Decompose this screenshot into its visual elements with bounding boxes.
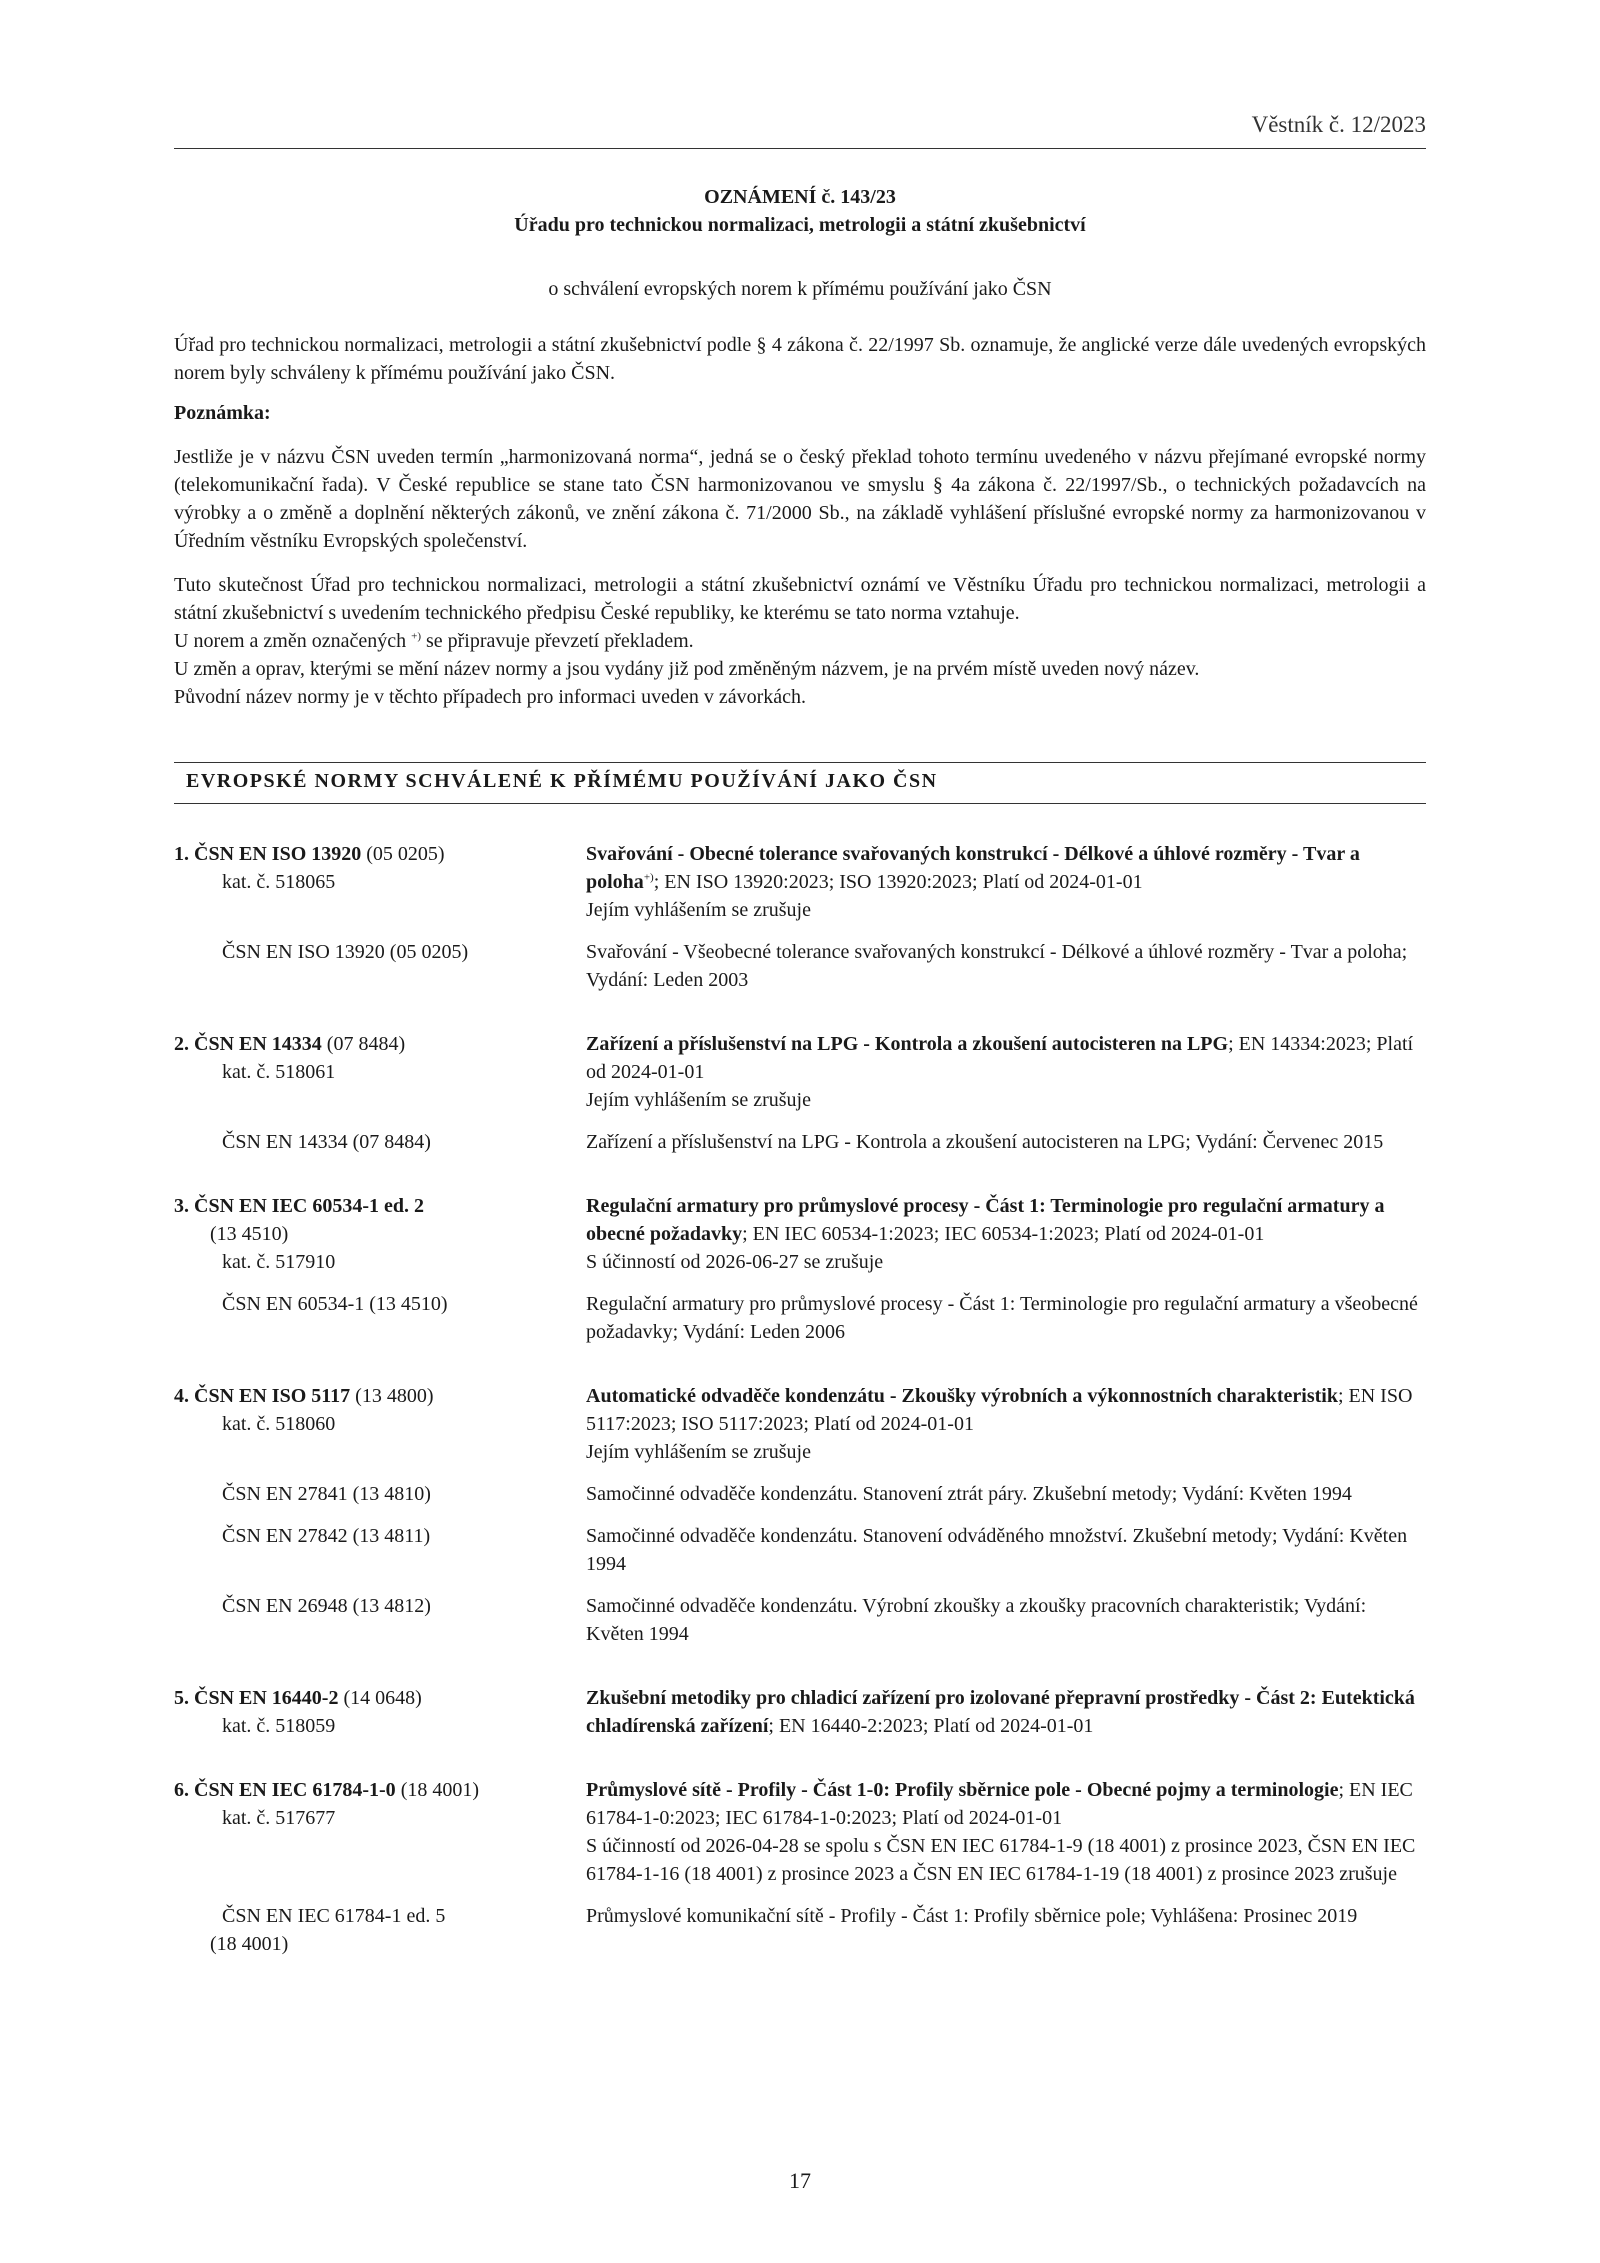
withdrawal-note: S účinností od 2026-04-28 se spolu s ČSN EN IEC 61784-1-9 (18 4001) z prosince 2023, ČSN EN IEC 61784-1-16 (18 4001) z prosince 2023 a ČSN EN IEC 61784-1-19 (18 4001) z prosince 2023 zrušuje xyxy=(586,1835,1416,1885)
standard-class: (05 0205) xyxy=(361,843,445,865)
standard-title-bold: Svařování - Obecné tolerance svařovaných konstrukcí - Délkové a úhlové rozměry - Tvar a poloha xyxy=(586,843,1360,893)
standard-title-bold: Automatické odvaděče kondenzátu - Zkoušky výrobních a výkonnostních charakteristik xyxy=(586,1385,1338,1407)
entry-main-row xyxy=(174,840,1426,924)
replaced-standard-class: (18 4001) xyxy=(210,1933,289,1955)
entry-standard-col xyxy=(174,1776,586,1888)
replaced-standard-col xyxy=(174,938,586,994)
standard-class: (14 0648) xyxy=(338,1687,422,1709)
standard-class-line: (13 4510) xyxy=(210,1223,289,1245)
replaced-standard-code: ČSN EN IEC 61784-1 ed. 5 xyxy=(222,1905,446,1927)
replaced-standard-desc: Samočinné odvaděče kondenzátu. Stanovení ztrát páry. Zkušební metody; Vydání: Květen 1994 xyxy=(586,1483,1352,1505)
entry-title-col xyxy=(586,1684,1426,1740)
replaced-standard-desc: Samočinné odvaděče kondenzátu. Výrobní zkoušky a zkoušky pracovních charakteristik; Vydání: Květen 1994 xyxy=(586,1595,1367,1645)
entry-standard-col xyxy=(174,1684,586,1740)
journal-issue: Věstník č. 12/2023 xyxy=(1251,112,1426,137)
announcement-title-block xyxy=(174,183,1426,303)
replaced-standard-code: ČSN EN 26948 (13 4812) xyxy=(222,1595,431,1617)
standard-line xyxy=(174,1382,586,1410)
entry-number: 1. xyxy=(174,843,194,865)
entry-main-row xyxy=(174,1382,1426,1466)
note-label: Poznámka: xyxy=(174,402,271,424)
standard-title xyxy=(586,1684,1426,1740)
standard-entry xyxy=(174,1776,1426,1958)
entry-title-col xyxy=(586,1776,1426,1888)
standard-line xyxy=(174,840,586,868)
replaced-standard-col xyxy=(174,1480,586,1508)
catalog-number: kat. č. 518065 xyxy=(222,871,336,893)
withdrawal-note: S účinností od 2026-06-27 se zrušuje xyxy=(586,1251,884,1273)
replaced-standard-code: ČSN EN 27842 (13 4811) xyxy=(222,1525,431,1547)
publication-text: Tuto skutečnost Úřad pro technickou normalizaci, metrologii a státní zkušebnictví oznámí ve Věstníku Úřadu pro technickou normalizaci, metrologii a státní zkušebnictví s uvedením technického předpisu České republiky, ke kterému se tato norma vztahuje. xyxy=(174,574,1426,624)
section-heading-text: EVROPSKÉ NORMY SCHVÁLENÉ K PŘÍMÉMU POUŽÍVÁNÍ JAKO ČSN xyxy=(186,770,938,792)
standard-refs: ; EN IEC 60534-1:2023; IEC 60534-1:2023; Platí od 2024-01-01 xyxy=(742,1223,1265,1245)
standard-entry xyxy=(174,840,1426,994)
standard-title-bold: Regulační armatury pro průmyslové procesy - Část 1: Terminologie pro regulační armatury a obecné požadavky xyxy=(586,1195,1385,1245)
entry-standard-col xyxy=(174,840,586,924)
catalog-number: kat. č. 518060 xyxy=(222,1413,336,1435)
replaced-standard-code: ČSN EN ISO 13920 (05 0205) xyxy=(222,941,469,963)
entry-number: 2. xyxy=(174,1033,194,1055)
withdrawal-note: Jejím vyhlášením se zrušuje xyxy=(586,1089,811,1111)
replaced-standard-row xyxy=(174,1128,1426,1156)
standard-refs: ; EN 16440-2:2023; Platí od 2024-01-01 xyxy=(768,1715,1094,1737)
withdrawal-note: Jejím vyhlášením se zrušuje xyxy=(586,899,811,921)
entry-main-row xyxy=(174,1192,1426,1276)
replaced-standard-col xyxy=(174,1902,586,1958)
catalog-number: kat. č. 518061 xyxy=(222,1061,336,1083)
standard-code: ČSN EN 16440-2 xyxy=(194,1687,339,1709)
standard-class: (18 4001) xyxy=(395,1779,480,1801)
replaced-standard-col xyxy=(174,1522,586,1578)
standard-title xyxy=(586,840,1426,896)
standard-code: ČSN EN ISO 5117 xyxy=(194,1385,351,1407)
entry-title-col xyxy=(586,1192,1426,1276)
replaced-standard-code: ČSN EN 27841 (13 4810) xyxy=(222,1483,431,1505)
standard-title-bold: Průmyslové sítě - Profily - Část 1-0: Profily sběrnice pole - Obecné pojmy a terminologie xyxy=(586,1779,1339,1801)
standard-entry xyxy=(174,1030,1426,1156)
replaced-standard-col xyxy=(174,1128,586,1156)
catalog-number: kat. č. 517910 xyxy=(222,1251,336,1273)
announcement-number: OZNÁMENÍ č. 143/23 xyxy=(704,186,896,208)
standard-title xyxy=(586,1776,1426,1832)
entry-number: 4. xyxy=(174,1385,194,1407)
standard-line xyxy=(174,1684,586,1712)
replaced-standard-desc: Regulační armatury pro průmyslové procesy - Část 1: Terminologie pro regulační armatury a všeobecné požadavky; Vydání: Leden 2006 xyxy=(586,1293,1418,1343)
standards-list xyxy=(174,840,1426,1958)
entry-standard-col xyxy=(174,1192,586,1276)
entry-main-row xyxy=(174,1684,1426,1740)
entry-title-col xyxy=(586,1030,1426,1114)
replaced-standard-row xyxy=(174,1592,1426,1648)
replaced-standard-row xyxy=(174,1290,1426,1346)
standard-refs: ; EN ISO 13920:2023; ISO 13920:2023; Platí od 2024-01-01 xyxy=(653,871,1143,893)
issuing-office: Úřadu pro technickou normalizaci, metrologii a státní zkušebnictví xyxy=(514,214,1086,236)
catalog-number: kat. č. 517677 xyxy=(222,1807,336,1829)
standard-title xyxy=(586,1192,1426,1248)
publication-paragraph xyxy=(174,571,1426,711)
entry-number: 5. xyxy=(174,1687,194,1709)
section-heading xyxy=(174,762,1426,804)
translation-mark: +) xyxy=(643,871,654,884)
entry-number: 3. xyxy=(174,1195,194,1217)
translation-note-pre: U norem a změn označených xyxy=(174,630,412,652)
entry-main-row xyxy=(174,1776,1426,1888)
replaced-standard-desc: Svařování - Všeobecné tolerance svařovaných konstrukcí - Délkové a úhlové rozměry - Tvar a poloha; Vydání: Leden 2003 xyxy=(586,941,1408,991)
replaced-standard-desc: Zařízení a příslušenství na LPG - Kontrola a zkoušení autocisteren na LPG; Vydání: Červenec 2015 xyxy=(586,1131,1384,1153)
standard-title-bold: Zkušební metodiky pro chladicí zařízení pro izolované přepravní prostředky - Část 2: Eutektická chladírenská zařízení xyxy=(586,1687,1415,1737)
replaced-standard-row xyxy=(174,1480,1426,1508)
standard-refs: ; EN ISO 5117:2023; ISO 5117:2023; Platí od 2024-01-01 xyxy=(586,1385,1413,1435)
introduction xyxy=(174,331,1426,711)
standard-class: (13 4800) xyxy=(350,1385,434,1407)
standard-entry xyxy=(174,1382,1426,1648)
replaced-standard-code: ČSN EN 14334 (07 8484) xyxy=(222,1131,431,1153)
intro-paragraph: Úřad pro technickou normalizaci, metrologii a státní zkušebnictví podle § 4 zákona č. 22/1997 Sb. oznamuje, že anglické verze dále uvedených evropských norem byly schváleny k přímému používání jako ČSN. xyxy=(174,334,1426,384)
standard-line xyxy=(174,1776,586,1804)
standard-line xyxy=(174,1192,586,1220)
entry-main-row xyxy=(174,1030,1426,1114)
standard-entry xyxy=(174,1684,1426,1740)
replaced-standard-row xyxy=(174,1902,1426,1958)
standard-refs: ; EN 14334:2023; Platí od 2024-01-01 xyxy=(586,1033,1414,1083)
standard-refs: ; EN IEC 61784-1-0:2023; IEC 61784-1-0:2023; Platí od 2024-01-01 xyxy=(586,1779,1413,1829)
standard-code: ČSN EN IEC 61784-1-0 xyxy=(194,1779,396,1801)
rename-note: U změn a oprav, kterými se mění název normy a jsou vydány již pod změněným názvem, je na prvém místě uveden nový název. xyxy=(174,658,1200,680)
entry-title-col xyxy=(586,840,1426,924)
translation-note-post: se připravuje převzetí překladem. xyxy=(420,630,694,652)
announcement-subject: o schválení evropských norem k přímému používání jako ČSN xyxy=(548,278,1052,300)
entry-number: 6. xyxy=(174,1779,194,1801)
replaced-standard-row xyxy=(174,1522,1426,1578)
catalog-number: kat. č. 518059 xyxy=(222,1715,336,1737)
replaced-standard-code: ČSN EN 60534-1 (13 4510) xyxy=(222,1293,448,1315)
page-number: 17 xyxy=(789,2168,811,2193)
entry-title-col xyxy=(586,1382,1426,1466)
standard-class: (07 8484) xyxy=(321,1033,406,1055)
standard-title xyxy=(586,1030,1426,1086)
standard-line xyxy=(174,1030,586,1058)
replaced-standard-row xyxy=(174,938,1426,994)
original-name-note: Původní název normy je v těchto případech pro informaci uveden v závorkách. xyxy=(174,686,807,708)
replaced-standard-desc: Samočinné odvaděče kondenzátu. Stanovení odváděného množství. Zkušební metody; Vydání: Květen 1994 xyxy=(586,1525,1408,1575)
replaced-standard-col xyxy=(174,1592,586,1648)
standard-code: ČSN EN ISO 13920 xyxy=(194,843,362,865)
withdrawal-note: Jejím vyhlášením se zrušuje xyxy=(586,1441,811,1463)
replaced-standard-desc: Průmyslové komunikační sítě - Profily - Část 1: Profily sběrnice pole; Vyhlášena: Prosinec 2019 xyxy=(586,1905,1358,1927)
page-header xyxy=(174,112,1426,149)
translation-mark: +) xyxy=(411,630,421,643)
standard-title xyxy=(586,1382,1426,1438)
standard-code: ČSN EN 14334 xyxy=(194,1033,322,1055)
entry-standard-col xyxy=(174,1382,586,1466)
standard-code: ČSN EN IEC 60534-1 ed. 2 xyxy=(194,1195,425,1217)
standard-entry xyxy=(174,1192,1426,1346)
note-paragraph: Jestliže je v názvu ČSN uveden termín „harmonizovaná norma“, jedná se o český překlad tohoto termínu uvedeného v názvu přejímané evropské normy (telekomunikační řada). V České republice se stane tato ČSN harmonizovanou ve smyslu § 4a zákona č. 22/1997/Sb., o technických požadavcích na výrobky a o změně a doplnění některých zákonů, ve znění zákona č. 71/2000 Sb., na základě vyhlášení příslušné evropské normy za harmonizovanou v Úředním věstníku Evropských společenství. xyxy=(174,446,1426,552)
replaced-standard-col xyxy=(174,1290,586,1346)
entry-standard-col xyxy=(174,1030,586,1114)
standard-title-bold: Zařízení a příslušenství na LPG - Kontrola a zkoušení autocisteren na LPG xyxy=(586,1033,1229,1055)
